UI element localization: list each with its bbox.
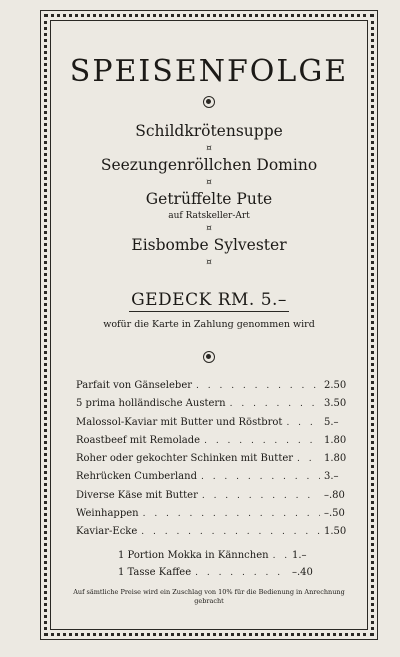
list-item: 1 Tasse Kaffee . . . –.40 <box>118 567 318 584</box>
list-item: 1 Portion Mokka in Kännchen . . . 1.– <box>118 550 318 567</box>
course-4: Eisbombe Sylvester <box>131 236 287 254</box>
list-item: Roastbeef mit Remolade . . . 1.80 <box>76 435 354 453</box>
list-item: Weinhappen . . . –.50 <box>76 508 354 526</box>
list-item: Parfait von Gänseleber . . . 2.50 <box>76 380 354 398</box>
list-item: Malossol-Kaviar mit Butter und Röstbrot . . . 5.– <box>76 417 354 435</box>
gedeck-note: wofür die Karte in Zahlung genommen wird <box>103 319 315 330</box>
separator-ornament-icon: ¤ <box>206 144 212 154</box>
separator-ornament-icon: ¤ <box>206 178 212 188</box>
course-1: Schildkrötensuppe <box>135 122 283 140</box>
rosette-ornament-icon <box>203 96 215 108</box>
rosette-ornament-icon <box>203 351 215 363</box>
gedeck-label: GEDECK RM. 5.– <box>131 290 287 310</box>
menu-title: SPEISENFOLGE <box>69 54 349 89</box>
list-item: Kaviar-Ecke . . . 1.50 <box>76 526 354 544</box>
menu-content <box>50 20 368 630</box>
separator-ornament-icon: ¤ <box>206 258 212 268</box>
gedeck-price <box>50 290 368 310</box>
list-item: Rehrücken Cumberland . . . 3.– <box>76 471 354 489</box>
course-3-note: auf Ratskeller-Art <box>168 211 250 221</box>
course-3: Getrüffelte Pute <box>145 190 273 208</box>
list-item: 5 prima holländische Austern . . . 3.50 <box>76 398 354 416</box>
list-item: Roher oder gekochter Schinken mit Butter . . . 1.80 <box>76 453 354 471</box>
separator-ornament-icon: ¤ <box>206 224 212 234</box>
service-charge-note: Auf sämtliche Preise wird ein Zuschlag von 10% für die Bedienung in Anrechnung gebracht <box>73 588 345 605</box>
a-la-carte-list <box>76 380 354 545</box>
coffee-list <box>118 550 318 584</box>
list-item: Diverse Käse mit Butter . . . –.80 <box>76 490 354 508</box>
course-2: Seezungenröllchen Domino <box>100 156 318 174</box>
